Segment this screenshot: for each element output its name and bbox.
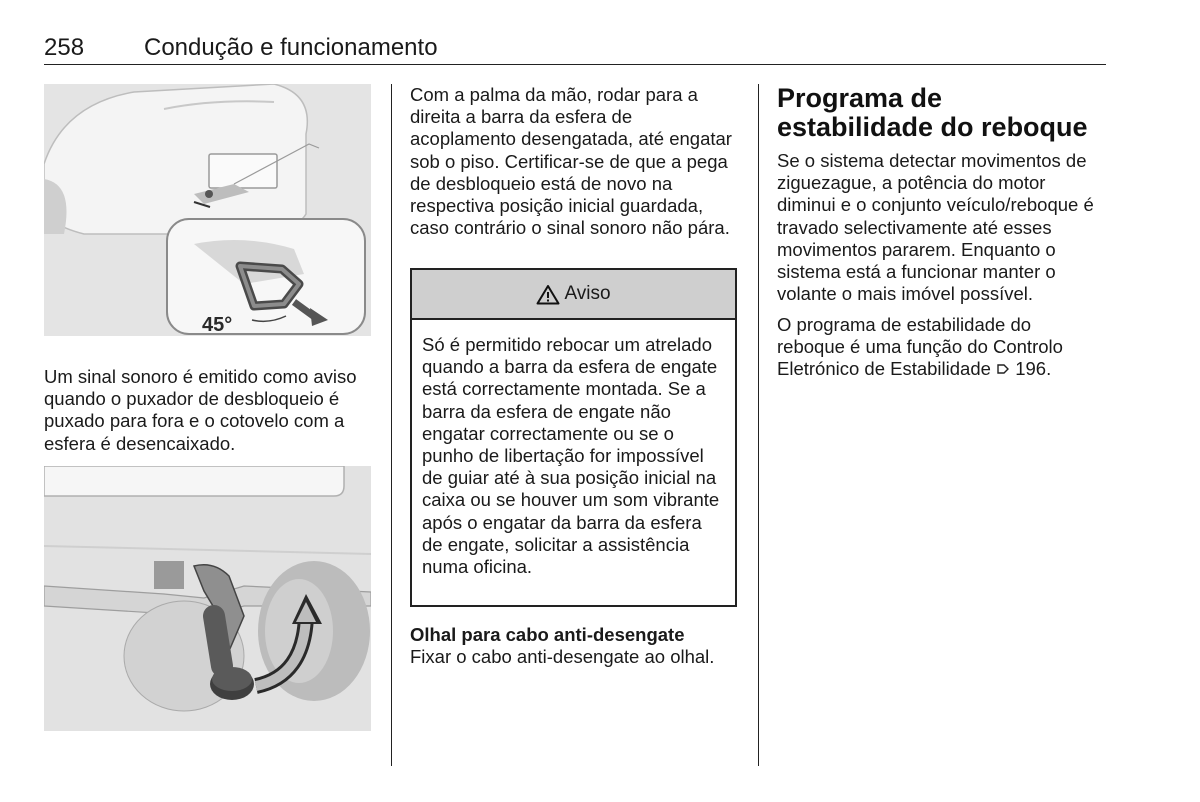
col2-paragraph: Com a palma da mão, rodar para a direita a barra da esfera de acoplamento desengatada, até engatar sob o piso. Certificar-se de que a pega de desbloqueio está de novo na respectiva posição inicial guardada, caso contrário o sinal sonoro não pára.	[410, 84, 732, 239]
anti-release-cable-heading: Olhal para cabo anti-desengate	[410, 624, 685, 645]
column-divider	[758, 84, 759, 766]
column-divider	[391, 84, 392, 766]
page-reference-arrow-icon	[996, 362, 1010, 376]
col2-paragraph-2: Fixar o cabo anti-desengate ao olhal.	[410, 646, 715, 667]
angle-label: 45°	[202, 314, 233, 336]
warning-title: Aviso	[564, 283, 611, 304]
col3-paragraph: Se o sistema detectar movimentos de ziguezague, a potência do motor diminui e o conjunto veículo/reboque é travado selectivamente até esses movimentos pararem. Enquanto o sistema está a funcionar manter o volante o mais imóvel possível.	[777, 150, 1094, 305]
chapter-title: Condução e funcionamento	[144, 34, 438, 61]
warning-box	[410, 268, 737, 607]
col3-paragraph-2	[777, 314, 1087, 381]
warning-text: Só é permitido rebocar um atrelado quando a barra da esfera de engate está correctamente montada. Se a barra da esfera de engate não engatar correctamente ou se o punho de libertação for impossível de guiar até à sua posição inicial na caixa ou se houver um som vibrante após o engatar da barra da esfera de engate, solicitar a assistência numa oficina.	[422, 334, 720, 578]
warning-header	[412, 270, 735, 320]
warning-triangle-icon	[536, 284, 560, 305]
page-header	[44, 34, 1106, 65]
tow-bar-rotation-illustration	[44, 466, 371, 731]
col1-paragraph: Um sinal sonoro é emitido como aviso quando o puxador de desbloqueio é puxado para fora e o cotovelo com a esfera é desencaixado.	[44, 366, 357, 454]
col3-paragraph-2-text: O programa de estabilidade do reboque é uma função do Controlo Eletrónico de Estabilidade	[777, 314, 1063, 380]
page-reference[interactable]: 196.	[1015, 358, 1052, 380]
section-heading: Programa de estabilidade do reboque	[777, 83, 1088, 142]
tow-hitch-release-illustration	[44, 84, 371, 336]
page-number: 258	[44, 34, 85, 61]
